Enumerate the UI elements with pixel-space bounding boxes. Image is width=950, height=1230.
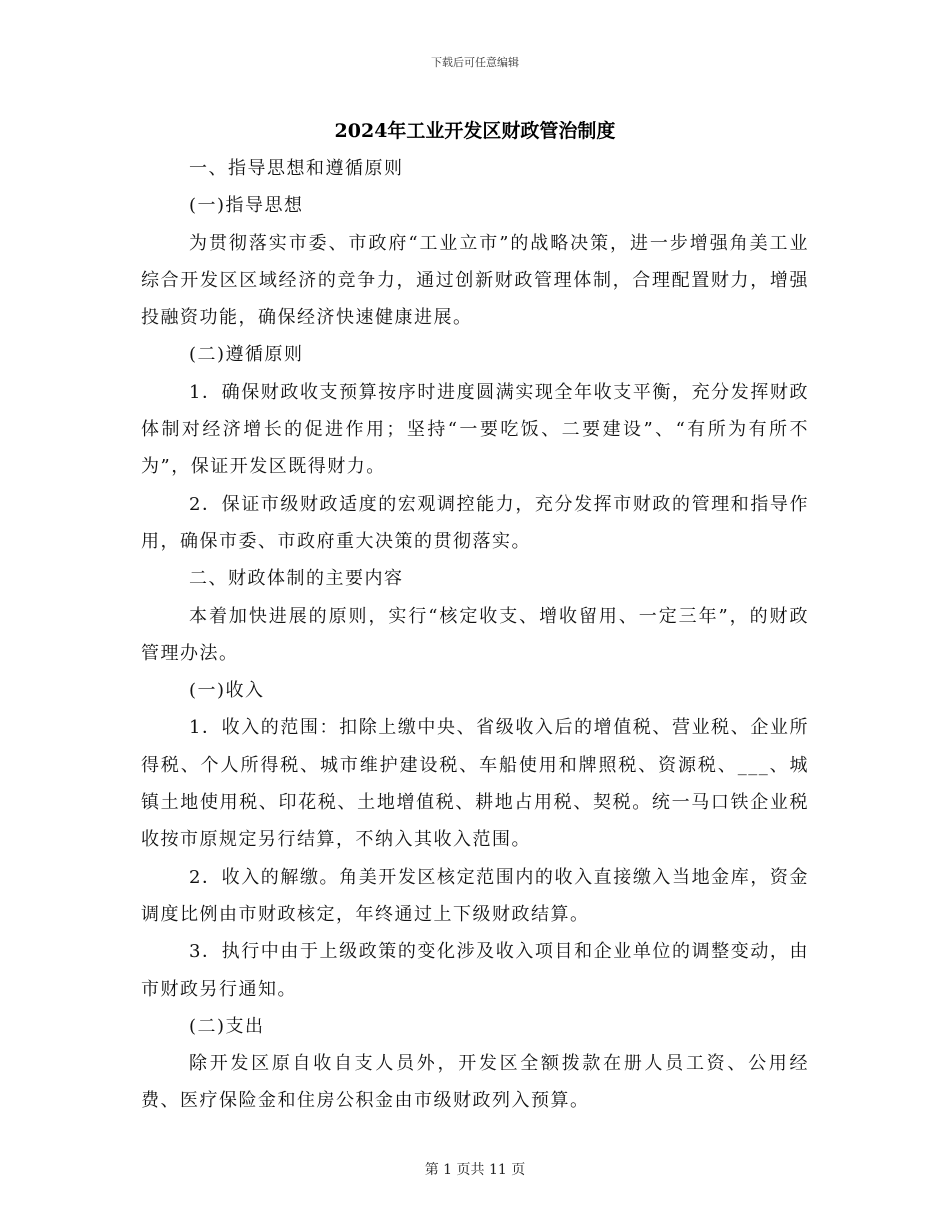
paragraph: 1．收入的范围：扣除上缴中央、省级收入后的增值税、营业税、企业所得税、个人所得税、城市维护建设税、车船使用和牌照税、资源税、___、城镇土地使用税、印花税、土地增值税、耕地占用税、契税。统一马口铁企业税收按市原规定另行结算，不纳入其收入范围。 [141, 717, 809, 851]
paragraph: 本着加快进展的原则，实行“核定收支、增收留用、一定三年”，的财政管理办法。 [141, 605, 809, 664]
document-title: 2024年工业开发区财政管治制度 [334, 120, 616, 142]
paragraph: 3．执行中由于上级政策的变化涉及收入项目和企业单位的调整变动，由市财政另行通知。 [141, 941, 809, 1000]
page-footer: 第 1 页共 11 页 [424, 1162, 526, 1178]
paragraph: 为贯彻落实市委、市政府“工业立市”的战略决策，进一步增强角美工业综合开发区区域经济的竞争力，通过创新财政管理体制，合理配置财力，增强投融资功能，确保经济快速健康进展。 [141, 232, 809, 329]
subsection-heading-expenditure: (二)支出 [189, 1015, 265, 1037]
subsection-heading-income: (一)收入 [189, 680, 265, 702]
paragraph: 2．保证市级财政适度的宏观调控能力，充分发挥市财政的管理和指导作用，确保市委、市政府重大决策的贯彻落实。 [141, 493, 809, 552]
page-header: 下载后可任意编辑 [431, 56, 519, 69]
section-heading-1: 一、指导思想和遵循原则 [189, 158, 404, 179]
subsection-heading-guiding-thought: (一)指导思想 [189, 195, 304, 217]
section-heading-2: 二、财政体制的主要内容 [189, 568, 404, 590]
subsection-heading-principles: (二)遵循原则 [189, 344, 304, 366]
document-body [141, 150, 809, 1120]
paragraph: 除开发区原自收自支人员外，开发区全额拨款在册人员工资、公用经费、医疗保险金和住房公积金由市级财政列入预算。 [141, 1053, 809, 1112]
paragraph: 2．收入的解缴。角美开发区核定范围内的收入直接缴入当地金库，资金调度比例由市财政核定，年终通过上下级财政结算。 [141, 866, 809, 925]
paragraph: 1．确保财政收支预算按序时进度圆满实现全年收支平衡，充分发挥财政体制对经济增长的促进作用；坚持“一要吃饭、二要建设”、“有所为有所不为”，保证开发区既得财力。 [141, 381, 809, 478]
